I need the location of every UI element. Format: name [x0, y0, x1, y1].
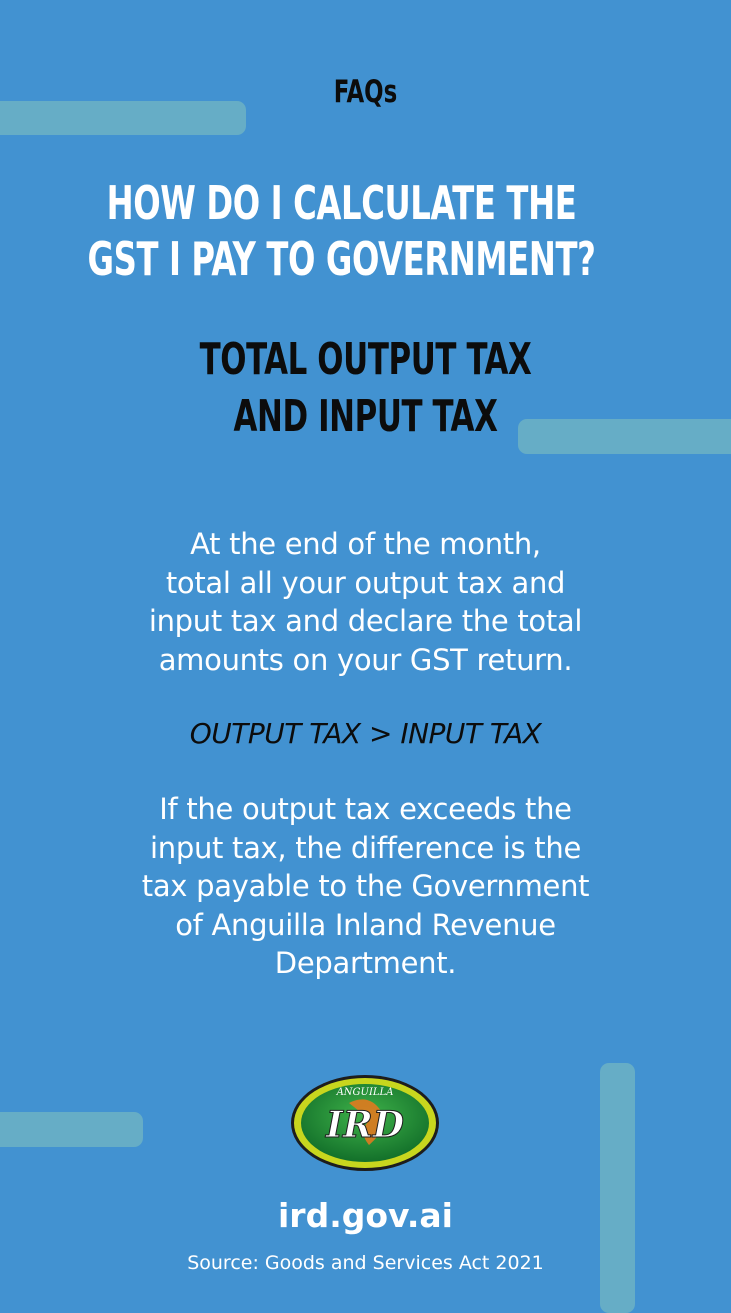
- paragraph-line: At the end of the month,: [190, 527, 541, 561]
- paragraph-line: If the output tax exceeds the: [159, 792, 572, 826]
- payable-paragraph: [0, 790, 731, 983]
- subheading: [80, 331, 650, 445]
- subheading-line: TOTAL OUTPUT TAX: [199, 334, 532, 385]
- paragraph-line: tax payable to the Government: [141, 869, 590, 903]
- paragraph-line: amounts on your GST return.: [158, 642, 573, 677]
- svg-text:IRD: IRD: [326, 1104, 404, 1146]
- paragraph-line: of Anguilla Inland Revenue: [175, 907, 556, 942]
- paragraph-line: total all your output tax and: [165, 565, 566, 600]
- svg-text:ANGUILLA: ANGUILLA: [336, 1087, 394, 1098]
- source-text: Source: Goods and Services Act 2021: [187, 1252, 544, 1274]
- question-heading: [56, 175, 626, 287]
- formula-text: OUTPUT TAX > INPUT TAX: [189, 717, 542, 750]
- faqs-label: FAQs: [333, 74, 398, 110]
- decorative-bar-bottom-left: [0, 1112, 143, 1147]
- explanation-paragraph: [0, 525, 731, 679]
- paragraph-line: input tax and declare the total: [148, 604, 583, 638]
- ird-logo-icon: [289, 1073, 441, 1173]
- subheading-line: AND INPUT TAX: [233, 391, 498, 442]
- decorative-bar-vertical-right: [600, 1063, 635, 1313]
- paragraph-line: input tax, the difference is the: [150, 830, 581, 865]
- paragraph-line: Department.: [274, 946, 457, 980]
- question-line: GST I PAY TO GOVERNMENT?: [87, 232, 596, 286]
- question-line: HOW DO I CALCULATE THE: [106, 176, 577, 230]
- website-link[interactable]: ird.gov.ai: [278, 1196, 453, 1235]
